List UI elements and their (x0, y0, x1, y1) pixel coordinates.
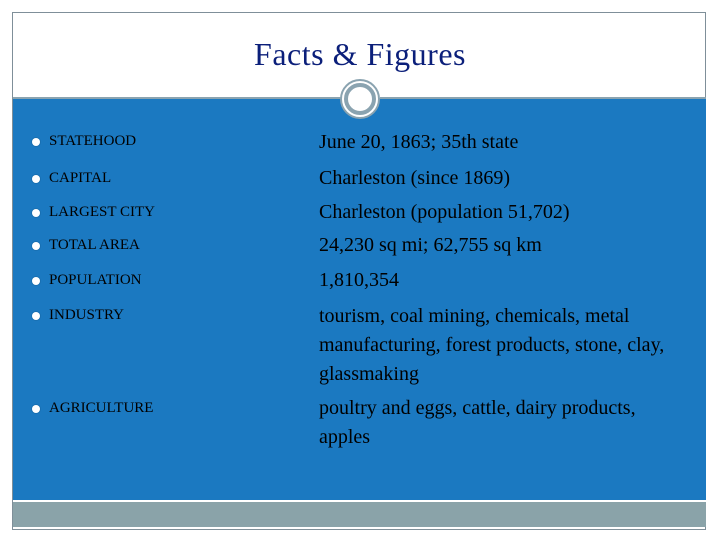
fact-value: 1,810,354 (319, 269, 399, 291)
fact-label-row (32, 400, 153, 417)
round-bullet-icon (32, 277, 40, 285)
round-bullet-icon (32, 242, 40, 250)
fact-label: LARGEST CITY (49, 204, 155, 220)
fact-value: Charleston (population 51,702) (319, 201, 570, 223)
fact-label: AGRICULTURE (49, 400, 154, 416)
fact-label: STATEHOOD (49, 133, 137, 149)
round-bullet-icon (32, 405, 40, 413)
fact-label-row (32, 237, 140, 254)
slide-title: Facts & Figures (254, 36, 466, 72)
round-bullet-icon (32, 312, 40, 320)
footer-bar (13, 502, 706, 527)
fact-label: TOTAL AREA (49, 237, 140, 253)
fact-value: poultry and eggs, cattle, dairy products, apples (319, 397, 636, 448)
fact-value: tourism, coal mining, chemicals, metal manufacturing, forest products, stone, clay, glassmaking (319, 305, 665, 385)
fact-label-row (32, 204, 155, 221)
round-bullet-icon (32, 209, 40, 217)
title-divider-right (380, 97, 706, 99)
title-divider-left (13, 97, 343, 99)
fact-label: POPULATION (49, 272, 142, 288)
fact-label-row (32, 170, 111, 187)
fact-label: INDUSTRY (49, 307, 125, 323)
round-bullet-icon (32, 138, 40, 146)
ring-ornament-icon (339, 78, 381, 120)
fact-value: Charleston (since 1869) (319, 167, 511, 189)
fact-label-row (32, 133, 136, 150)
fact-label-row (32, 272, 142, 289)
round-bullet-icon (32, 175, 40, 183)
fact-value: 24,230 sq mi; 62,755 sq km (319, 234, 542, 256)
fact-value: June 20, 1863; 35th state (319, 131, 519, 153)
fact-label: CAPITAL (49, 170, 112, 186)
fact-label-row (32, 307, 124, 324)
